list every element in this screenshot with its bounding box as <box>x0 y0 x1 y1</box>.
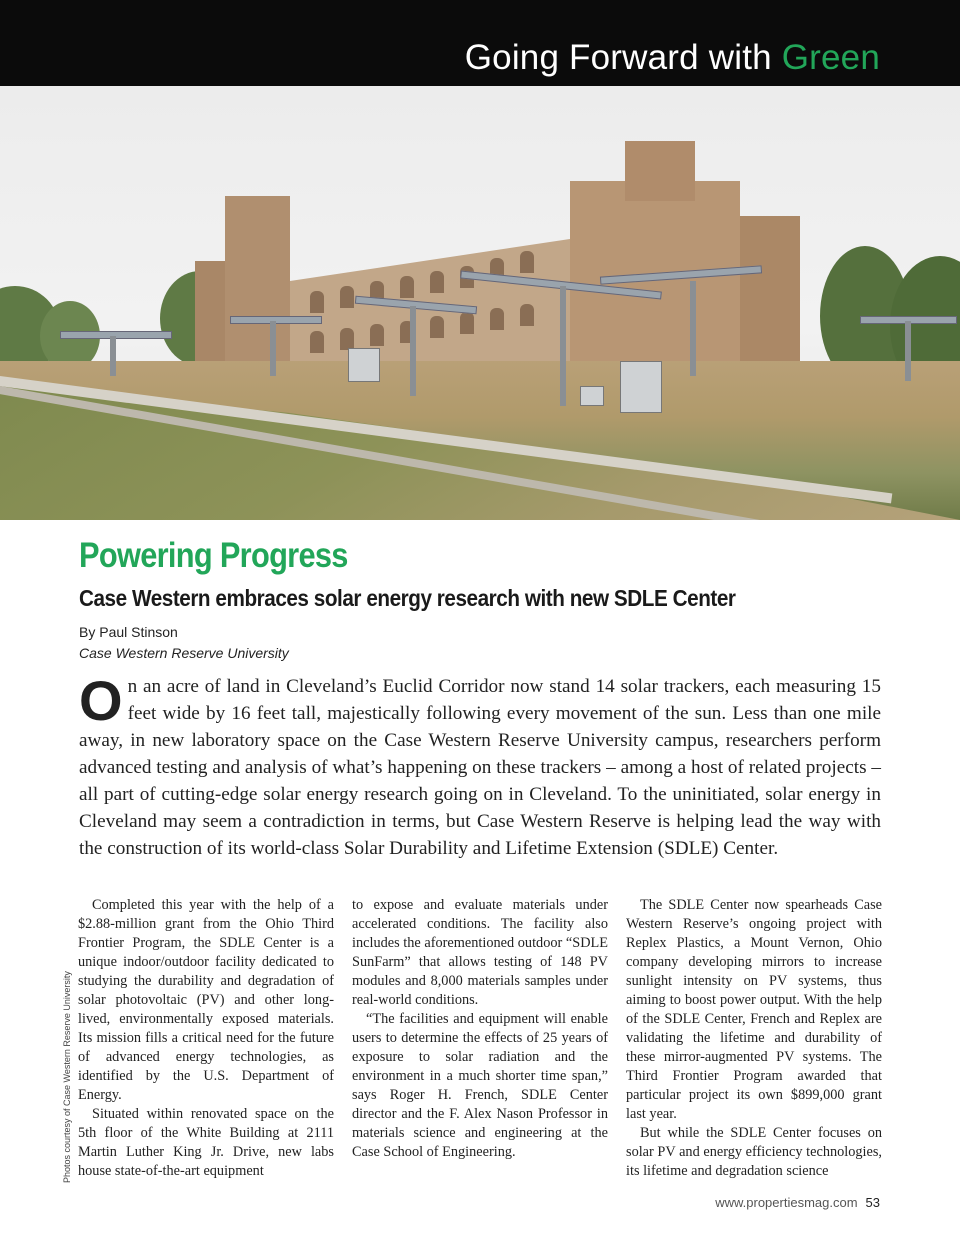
article-byline: By Paul Stinson <box>79 624 178 640</box>
article-photo <box>0 86 960 520</box>
lead-paragraph <box>79 669 881 862</box>
body-column-2 <box>352 896 608 1162</box>
paragraph: Completed this year with the help of a $2.88-million grant from the Ohio Third Frontier Program, the SDLE Center is a unique indoor/outdoor facility dedicated to studying the durability and degradation of solar photovoltaic (PV) and other long-lived, environmentally exposed materials. Its mission fills a critical need for the future of advanced energy technologies, as identified by the U.S. Department of Energy. <box>78 897 334 1103</box>
drop-cap: O <box>79 669 123 732</box>
body-column-3 <box>626 896 882 1181</box>
article-subheadline: Case Western embraces solar energy research with new SDLE Center <box>79 585 736 611</box>
page-footer <box>715 1195 880 1210</box>
photo-credit: Photos courtesy of Case Western Reserve University <box>62 971 72 1183</box>
paragraph: Situated within renovated space on the 5th floor of the White Building at 2111 Martin Luther King Jr. Drive, new labs house state-of-the-art equipment <box>78 1106 334 1179</box>
paragraph: “The facilities and equipment will enable users to determine the effects of 25 years of exposure to solar radiation and the environment in a much shorter time span,” says Roger H. French, SDLE Center director and the F. Alex Nason Professor in materials science and engineering at the Case School of Engineering. <box>352 1011 608 1160</box>
body-column-1 <box>78 896 334 1181</box>
paragraph: But while the SDLE Center focuses on solar PV and energy efficiency technologies, its lifetime and degradation science <box>626 1125 882 1179</box>
section-title <box>465 38 880 78</box>
footer-url: www.propertiesmag.com <box>715 1195 858 1210</box>
paragraph: to expose and evaluate materials under accelerated conditions. The facility also includes the aforementioned outdoor “SDLE SunFarm” that allows testing of 148 PV modules and 8,000 materials samples under real-world conditions. <box>352 897 608 1008</box>
author-affiliation: Case Western Reserve University <box>79 645 289 661</box>
lead-text: n an acre of land in Cleveland’s Euclid Corridor now stand 14 solar trackers, each measuring 15 feet wide by 16 feet tall, majestically following every movement of the sun. Less than one mile away, in new laboratory space on the Case Western Reserve University campus, researchers perform advanced testing and analysis of what’s happening on these trackers – among a host of related projects – all part of cutting-edge solar energy research going on in Cleveland. To the uninitiated, solar energy in Cleveland may seem a contradiction in terms, but Case Western Reserve is helping lead the way with the construction of its world-class Solar Durability and Lifetime Extension (SDLE) Center. <box>79 676 881 859</box>
section-header-bar <box>0 0 960 86</box>
article-headline: Powering Progress <box>79 536 348 575</box>
section-title-main: Going Forward with <box>464 38 782 77</box>
paragraph: The SDLE Center now spearheads Case Western Reserve’s ongoing project with Replex Plastics, a Mount Vernon, Ohio company developing mirrors to increase sunlight intensity on PV systems, thus aiming to boost power output. With the help of the SDLE Center, French and Replex are validating the lifetime and durability of these mirror-augmented PV systems. The Third Frontier Program awarded that particular project its own $899,000 grant last year. <box>626 897 882 1122</box>
section-title-accent: Green <box>781 38 880 77</box>
page-number: 53 <box>865 1195 880 1210</box>
